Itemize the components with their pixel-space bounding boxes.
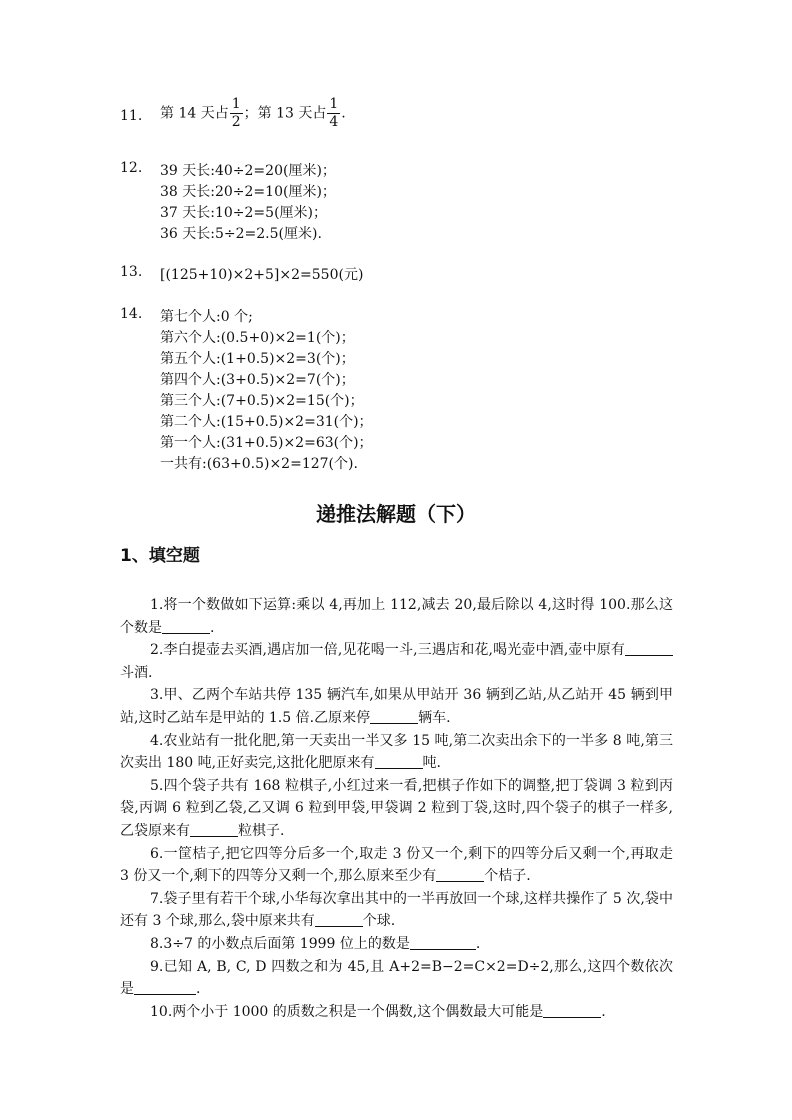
answer-line: 第六个人:(0.5+0)×2=1(个)；: [160, 330, 355, 346]
answer-number: 11.: [120, 108, 143, 124]
answer-blank[interactable]: [190, 822, 238, 837]
answer-blank[interactable]: [315, 912, 363, 927]
answer-blank[interactable]: [162, 619, 210, 634]
answer-line: 第五个人:(1+0.5)×2=3(个)；: [160, 351, 355, 367]
answer-blank[interactable]: [625, 641, 673, 656]
answer-line: [(125+10)×2+5]×2=550(元): [160, 267, 364, 283]
answer-number: 13.: [120, 264, 143, 280]
answer-blank[interactable]: [543, 1003, 601, 1018]
problem-1: 1.将一个数做如下运算:乘以 4,再加上 112,减去 20,最后除以 4,这时得 100.那么这个数是 .: [120, 597, 673, 636]
problem-10: 10.两个小于 1000 的质数之积是一个偶数,这个偶数最大可能是 .: [150, 1003, 606, 1020]
answer-number: 12.: [120, 160, 143, 176]
answer-line: 第七个人:0 个;: [160, 309, 253, 325]
problem-2: 2.李白提壶去买酒,遇店加一倍,见花喝一斗,三遇店和花,喝光壶中酒,壶中原有斗酒.: [120, 639, 673, 684]
page-title: 递推法解题（下）: [316, 502, 476, 526]
answer-blank[interactable]: [436, 867, 484, 882]
answer-blank[interactable]: [370, 709, 418, 724]
answer-blank[interactable]: [410, 935, 476, 950]
problem-6: 6.一筐桔子,把它四等分后多一个,取走 3 份又一个,剩下的四等分后又剩一个,再取走 3 份又一个,剩下的四等分又剩一个,那么原来至少有 个桔子.: [120, 845, 673, 885]
answer-line: 第三个人:(7+0.5)×2=15(个)；: [160, 393, 364, 409]
answer-line: 第二个人:(15+0.5)×2=31(个)；: [160, 414, 373, 430]
problem-3: 3.甲、乙两个车站共停 135 辆汽车,如果从甲站开 36 辆到乙站,从乙站开 45 辆到甲站,这时乙站车是甲站的 1.5 倍.乙原来停 辆车.: [120, 687, 673, 726]
answer-blank[interactable]: [134, 980, 196, 995]
answer-number: 14.: [120, 306, 143, 322]
problem-8: 8.3÷7 的小数点后面第 1999 位上的数是 .: [150, 935, 481, 952]
answer-text: 第 14 天占 $\frac{1}{2}$ ；第 13 天占 $\frac{1}{4}$ .: [160, 96, 346, 130]
problem-list: [120, 594, 673, 1023]
answer-line: 37 天长:10÷2=5(厘米)；: [160, 205, 327, 221]
answer-line: 38 天长:20÷2=10(厘米)；: [160, 184, 336, 200]
problem-4: 4.农业站有一批化肥,第一天卖出一半又多 15 吨,第二次卖出余下的一半多 8 吨,第三次卖出 180 吨,正好卖完,这批化肥原来有 吨.: [120, 732, 673, 772]
answer-line: 一共有:(63+0.5)×2=127(个).: [160, 456, 358, 472]
answer-line: 第一个人:(31+0.5)×2=63(个)；: [160, 435, 373, 451]
answer-blank[interactable]: [375, 754, 423, 769]
answer-line: 39 天长:40÷2=20(厘米)；: [160, 163, 336, 179]
problem-9: 9.已知 A, B, C, D 四数之和为 45,且 A+2=B−2=C×2=D÷2,那么,这四个数依次是 .: [120, 958, 673, 998]
fraction-one-half: $\frac{1}{2}$: [231, 96, 241, 130]
problem-7: 7.袋子里有若干个球,小华每次拿出其中的一半再放回一个球,这样共操作了 5 次,袋中还有 3 个球,那么,袋中原来共有 个球.: [120, 890, 673, 930]
answer-line: 第四个人:(3+0.5)×2=7(个)；: [160, 372, 355, 388]
section-heading: 1、填空题: [120, 546, 200, 566]
fraction-one-quarter: $\frac{1}{4}$: [329, 96, 339, 130]
answer-line: 36 天长:5÷2=2.5(厘米).: [160, 226, 322, 242]
problem-5: 5.四个袋子共有 168 粒棋子,小红过来一看,把棋子作如下的调整,把丁袋调 3 粒到丙袋,丙调 6 粒到乙袋,乙又调 6 粒到甲袋,甲袋调 2 粒到丁袋,这时,四个袋子的棋子一样多,乙袋原来有 粒棋子.: [120, 777, 673, 839]
